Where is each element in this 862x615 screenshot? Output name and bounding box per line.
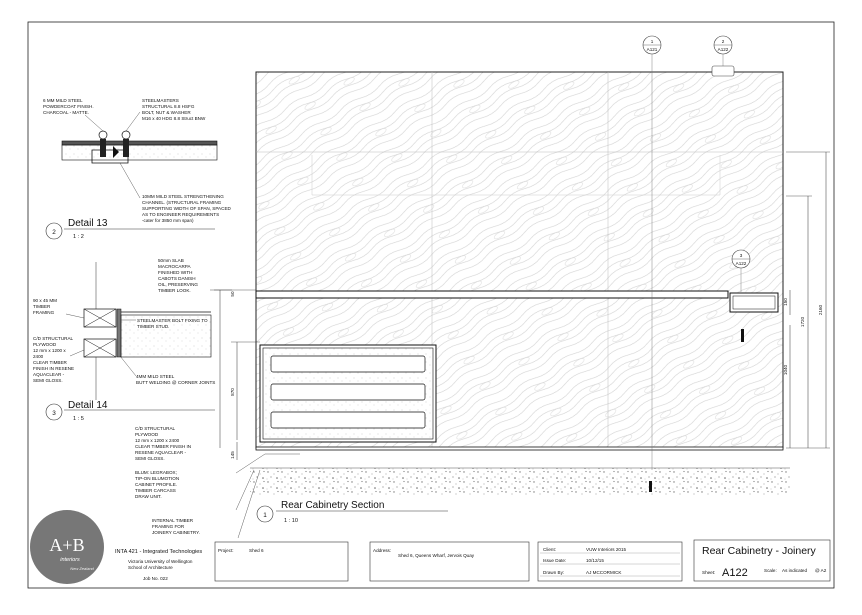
- callout-sheet: A121: [646, 47, 658, 52]
- note-line: FINISHED WITH: [158, 270, 193, 275]
- project-label: Project:: [218, 548, 234, 553]
- bolt-head: [122, 131, 130, 139]
- paper-size: @ A2: [815, 568, 827, 573]
- bench-slab: [256, 291, 728, 298]
- note-line: TIMBER: [33, 304, 51, 309]
- note-line: AQUACLEAR -: [33, 372, 65, 377]
- course-info: [115, 549, 202, 581]
- scale-value: As indicated: [782, 568, 808, 573]
- note-line: 50mm SLAB: [158, 258, 184, 263]
- section-scale: 1 : 10: [284, 518, 298, 524]
- detail-13-notes: [43, 98, 232, 223]
- callout-num: 3: [739, 253, 743, 258]
- callout-tag: [712, 66, 734, 76]
- detail-title: Detail 13: [68, 218, 108, 229]
- leader-line: [66, 314, 84, 318]
- note-line: CLEAR TIMBER: [33, 360, 67, 365]
- sheet-title: Rear Cabinetry - Joinery: [702, 545, 816, 557]
- drawn-by-value: AJ MCCORMICK: [586, 570, 622, 575]
- callout-sheet: A122: [717, 47, 729, 52]
- dim-1040: 1040: [783, 364, 788, 376]
- detail-scale: 1 : 5: [73, 416, 84, 422]
- note-line: STRUCTURAL 8.8 HSFG: [142, 104, 195, 109]
- gravel-base: [250, 468, 790, 496]
- dim-50: 50: [230, 291, 235, 297]
- note-line: PLYWOOD: [135, 432, 159, 437]
- leader-line: [85, 115, 103, 131]
- note-line: DRAW UNIT.: [135, 494, 162, 499]
- address-label: Address:: [373, 548, 392, 553]
- callout-2[interactable]: [714, 36, 732, 54]
- dim-2160: 2160: [818, 304, 823, 316]
- note-line: TIMBER LOOK.: [158, 288, 191, 293]
- leader-line: [120, 356, 136, 376]
- note-line: PLYWOOD: [33, 342, 57, 347]
- note-line: C/D STRUCTURAL: [33, 336, 74, 341]
- note-line: -cater for 3850 mm span): [142, 218, 194, 223]
- scale-label: Scale:: [764, 568, 777, 573]
- steel-plate: [62, 141, 217, 145]
- leader-line: [120, 163, 140, 198]
- section-notes: [135, 426, 200, 535]
- note-line: CHANNEL. (STRUCTURAL FRAMING: [142, 200, 222, 205]
- note-line: SUPPORTING WIDTH OF SPAN, SPACED: [142, 206, 231, 211]
- sheet-label: Sheet:: [702, 570, 716, 575]
- note-line: C/D STRUCTURAL: [135, 426, 176, 431]
- project-value: Shed 6: [249, 548, 264, 553]
- note-line: OIL, PRESERVING: [158, 282, 198, 287]
- client-label: Client:: [543, 547, 557, 552]
- university: Victoria University of Wellington: [128, 559, 193, 564]
- note-line: CABOTS DANISH: [158, 276, 196, 281]
- job-number: Job No. 022: [143, 576, 168, 581]
- logo-sub: interiors: [60, 557, 80, 563]
- sheet-title-box: [694, 540, 830, 581]
- note-line: CABINET PROFILE.: [135, 482, 178, 487]
- floor-plate: [256, 447, 783, 450]
- issue-date-label: Issue Date:: [543, 558, 567, 563]
- note-line: 10MM MILD STEEL STRENGTHENING: [142, 194, 224, 199]
- rear-cabinetry-section: [210, 54, 830, 538]
- bolt-head: [99, 131, 107, 139]
- callout-num: 1: [650, 39, 654, 44]
- project-box: [215, 542, 348, 581]
- dim-145: 145: [230, 451, 235, 459]
- ground-marker: [649, 481, 652, 492]
- section-marker: [741, 329, 744, 342]
- note-line: AS TO ENGINEER REQUIREMENTS: [142, 212, 220, 217]
- callout-3[interactable]: [732, 250, 750, 268]
- note-line: MACROCARPA: [158, 264, 191, 269]
- note-line: BUTT WELDING @ CORNER JOINTS: [136, 380, 216, 385]
- detail-number: 3: [52, 410, 56, 417]
- note-line: FRAMING FOR: [152, 524, 185, 529]
- note-line: TIP-ON BLUMOTION: [135, 476, 180, 481]
- leader-line: [126, 112, 140, 131]
- callout-num: 2: [721, 39, 725, 44]
- school: School of Architecture: [128, 565, 173, 570]
- sheet-number: A122: [722, 567, 748, 579]
- note-line: 4MM MILD STEEL: [136, 374, 175, 379]
- detail-13-drawing: [62, 112, 217, 198]
- note-line: FINISH IN RESENE: [33, 366, 75, 371]
- drawer-1: [271, 356, 425, 372]
- detail-scale: 1 : 2: [73, 234, 84, 240]
- drawer-3: [271, 412, 425, 428]
- note-line: SEMI GLOSS.: [33, 378, 63, 383]
- note-line: 6 MM MILD STEEL: [43, 98, 83, 103]
- note-line: 90 x 45 MM: [33, 298, 57, 303]
- drawer-2: [271, 384, 425, 400]
- note-line: TIMBER STUD.: [137, 324, 170, 329]
- callout-sheet: A122: [735, 261, 747, 266]
- slab-section: [62, 145, 217, 160]
- logo: [30, 510, 104, 584]
- note-line: 12 mm x 1200 x: [33, 348, 66, 353]
- plywood-skin: [117, 309, 121, 357]
- note-line: INTERNAL TIMBER: [152, 518, 194, 523]
- note-line: BLUM: LEGRABOX;: [135, 470, 177, 475]
- section-name: Rear Cabinetry Section: [281, 500, 385, 511]
- dim-1720: 1720: [800, 316, 805, 328]
- logo-main: A+B: [49, 535, 85, 555]
- bolt-shank: [123, 139, 129, 157]
- note-line: M16 x 40 HDG 8.8 Struct BNW: [142, 116, 206, 121]
- note-line: STEELMASTER BOLT FIXING TO: [137, 318, 208, 323]
- detail-title: Detail 14: [68, 400, 108, 411]
- section-number: 1: [263, 512, 267, 519]
- leader-line: [238, 470, 260, 538]
- leader-line: [70, 350, 84, 356]
- section-title: [257, 500, 448, 524]
- note-line: BOLT, NUT & WASHER: [142, 110, 191, 115]
- note-line: TIMBER CARCASS: [135, 488, 176, 493]
- note-line: RESENE AQUACLEAR -: [135, 450, 187, 455]
- note-line: SEMI GLOSS.: [135, 456, 165, 461]
- dim-870: 870: [230, 388, 235, 396]
- note-line: 12 mm x 1200 x 2400: [135, 438, 180, 443]
- issue-date-value: 10/12/15: [586, 558, 604, 563]
- detail-14-title: [46, 400, 215, 422]
- address-value: Shed 6, Queens Wharf, Jervois Quay: [398, 553, 475, 558]
- logo-tag: New Zealand: [70, 566, 94, 571]
- client-value: VUW Interiors 2015: [586, 547, 627, 552]
- note-line: FRAMING: [33, 310, 55, 315]
- note-line: 2400: [33, 354, 44, 359]
- address-box: [370, 542, 529, 581]
- bolt-shank: [100, 139, 106, 157]
- note-line: POWDERCOAT FINISH.: [43, 104, 94, 109]
- note-line: CLEAR TIMBER FINISH IN: [135, 444, 192, 449]
- detail-number: 2: [52, 229, 56, 236]
- client-box: [538, 542, 682, 581]
- callout-1[interactable]: [643, 36, 661, 54]
- note-line: CHARCOAL - MATTE.: [43, 110, 89, 115]
- dim-150: 150: [783, 298, 788, 306]
- note-line: STEELMASTERS: [142, 98, 179, 103]
- drawn-by-label: Drawn By:: [543, 570, 565, 575]
- course-name: INTA 421 - Integrated Technologies: [115, 549, 203, 555]
- note-line: JOINERY CABINETRY.: [152, 530, 200, 535]
